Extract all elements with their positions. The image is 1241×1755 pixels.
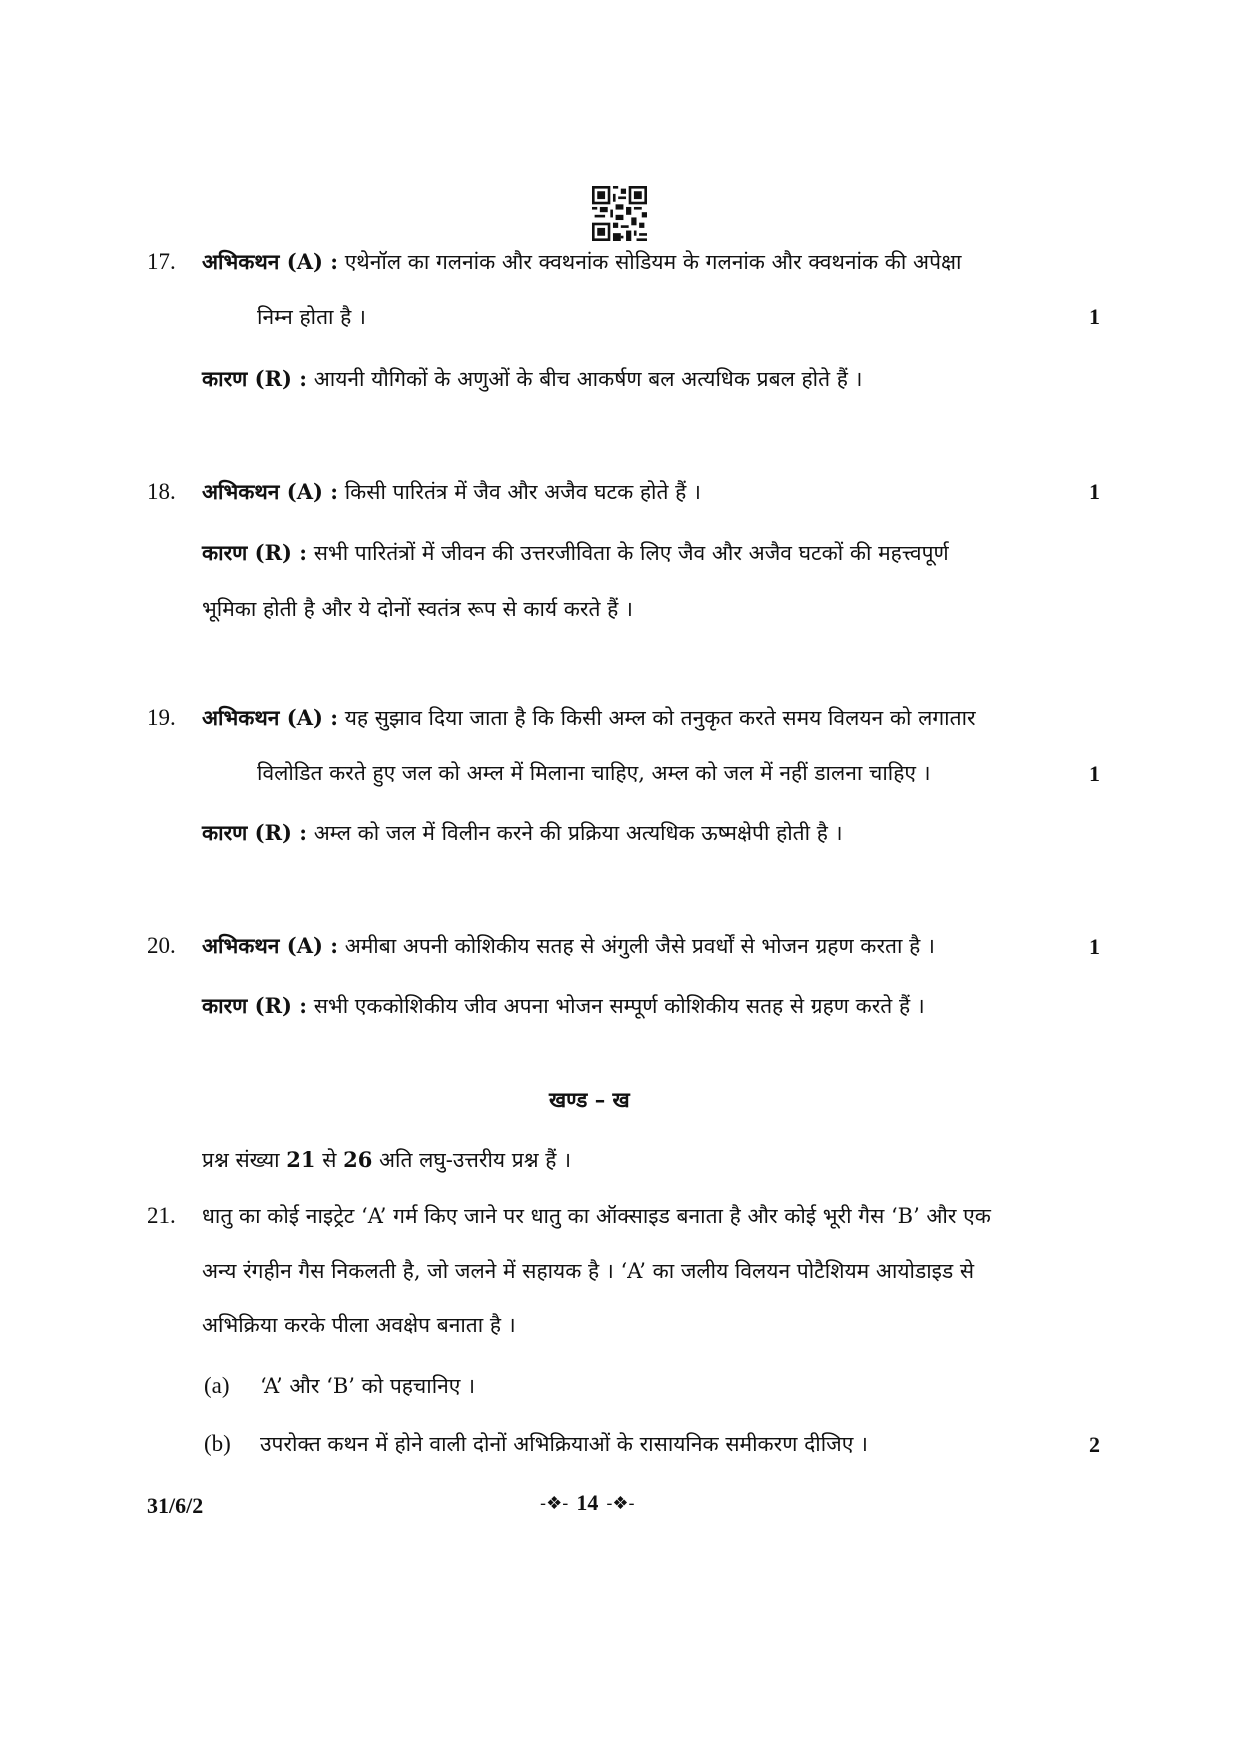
assertion-label: अभिकथन (A) : <box>202 479 338 504</box>
question-19-assertion-cont: विलोडित करते हुए जल को अम्ल में मिलाना चाहिए, अम्ल को जल में नहीं डालना चाहिए । <box>257 761 931 785</box>
reason-label: कारण (R) : <box>202 540 308 565</box>
paper-code: 31/6/2 <box>147 1493 204 1518</box>
intro-to: 26 <box>343 1147 373 1172</box>
question-21-number: 21. <box>147 1203 176 1228</box>
question-18-number: 18. <box>147 479 176 504</box>
reason-label: कारण (R) : <box>202 993 308 1018</box>
question-21-a-label: (a) <box>204 1373 230 1398</box>
reason-text: सभी पारितंत्रों में जीवन की उत्तरजीविता के लिए जैव और अजैव घटकों की महत्त्वपूर्ण <box>313 541 949 565</box>
intro-from: 21 <box>286 1147 316 1172</box>
question-20-assertion <box>202 931 935 961</box>
page-number-block <box>540 1490 635 1516</box>
question-17-marks: 1 <box>1089 304 1100 329</box>
section-intro <box>202 1145 571 1175</box>
assertion-text: एथेनॉल का गलनांक और क्वथनांक सोडियम के गलनांक और क्वथनांक की अपेक्षा <box>344 250 962 274</box>
reason-text: सभी एककोशिकीय जीव अपना भोजन सम्पूर्ण कोशिकीय सतह से ग्रहण करते हैं । <box>313 994 925 1018</box>
question-19-reason <box>202 818 843 848</box>
question-21-line-2: अन्य रंगहीन गैस निकलती है, जो जलने में सहायक है । ‘A’ का जलीय विलयन पोटैशियम आयोडाइड से <box>202 1259 975 1283</box>
assertion-label: अभिकथन (A) : <box>202 933 338 958</box>
question-17-assertion <box>202 247 962 277</box>
reason-text: आयनी यौगिकों के अणुओं के बीच आकर्षण बल अत्यधिक प्रबल होते हैं । <box>313 367 863 391</box>
intro-suffix: अति लघु-उत्तरीय प्रश्न हैं । <box>379 1148 572 1172</box>
question-21-line-1: धातु का कोई नाइट्रेट ‘A’ गर्म किए जाने पर धातु का ऑक्साइड बनाता है और कोई भूरी गैस ‘B’ और एक <box>202 1204 991 1228</box>
question-18-reason-cont: भूमिका होती है और ये दोनों स्वतंत्र रूप से कार्य करते हैं । <box>202 597 633 621</box>
question-18-reason <box>202 538 949 568</box>
question-17-assertion-cont: निम्न होता है । <box>257 305 366 329</box>
question-21-a-text: ‘A’ और ‘B’ को पहचानिए । <box>260 1374 476 1398</box>
assertion-label: अभिकथन (A) : <box>202 705 338 730</box>
question-21-line-3: अभिक्रिया करके पीला अवक्षेप बनाता है । <box>202 1313 516 1337</box>
question-21-marks: 2 <box>1089 1432 1100 1457</box>
question-19-number: 19. <box>147 705 176 730</box>
question-20-number: 20. <box>147 933 176 958</box>
assertion-label: अभिकथन (A) : <box>202 249 338 274</box>
qr-code <box>592 186 647 241</box>
question-18-marks: 1 <box>1089 479 1100 504</box>
question-20-reason <box>202 991 925 1021</box>
question-21-b-label: (b) <box>204 1431 231 1456</box>
page-number: 14 <box>576 1490 599 1515</box>
reason-text: अम्ल को जल में विलीन करने की प्रक्रिया अत्यधिक ऊष्मक्षेपी होती है । <box>313 821 843 845</box>
intro-prefix: प्रश्न संख्या <box>202 1148 280 1172</box>
assertion-text: किसी पारितंत्र में जैव और अजैव घटक होते हैं । <box>344 480 701 504</box>
ornament-right-icon: -❖- <box>606 1492 635 1514</box>
question-18-assertion <box>202 477 701 507</box>
question-17-reason <box>202 364 863 394</box>
assertion-text: अमीबा अपनी कोशिकीय सतह से अंगुली जैसे प्रवर्धों से भोजन ग्रहण करता है । <box>344 934 935 958</box>
intro-mid: से <box>322 1148 337 1172</box>
question-19-assertion <box>202 703 976 733</box>
section-title: खण्ड – ख <box>549 1087 630 1112</box>
question-20-marks: 1 <box>1089 934 1100 959</box>
reason-label: कारण (R) : <box>202 366 308 391</box>
reason-label: कारण (R) : <box>202 820 308 845</box>
question-19-marks: 1 <box>1089 761 1100 786</box>
assertion-text: यह सुझाव दिया जाता है कि किसी अम्ल को तनुकृत करते समय विलयन को लगातार <box>344 706 976 730</box>
ornament-left-icon: -❖- <box>540 1492 569 1514</box>
question-17-number: 17. <box>147 249 176 274</box>
question-21-b-text: उपरोक्त कथन में होने वाली दोनों अभिक्रियाओं के रासायनिक समीकरण दीजिए । <box>260 1432 868 1456</box>
